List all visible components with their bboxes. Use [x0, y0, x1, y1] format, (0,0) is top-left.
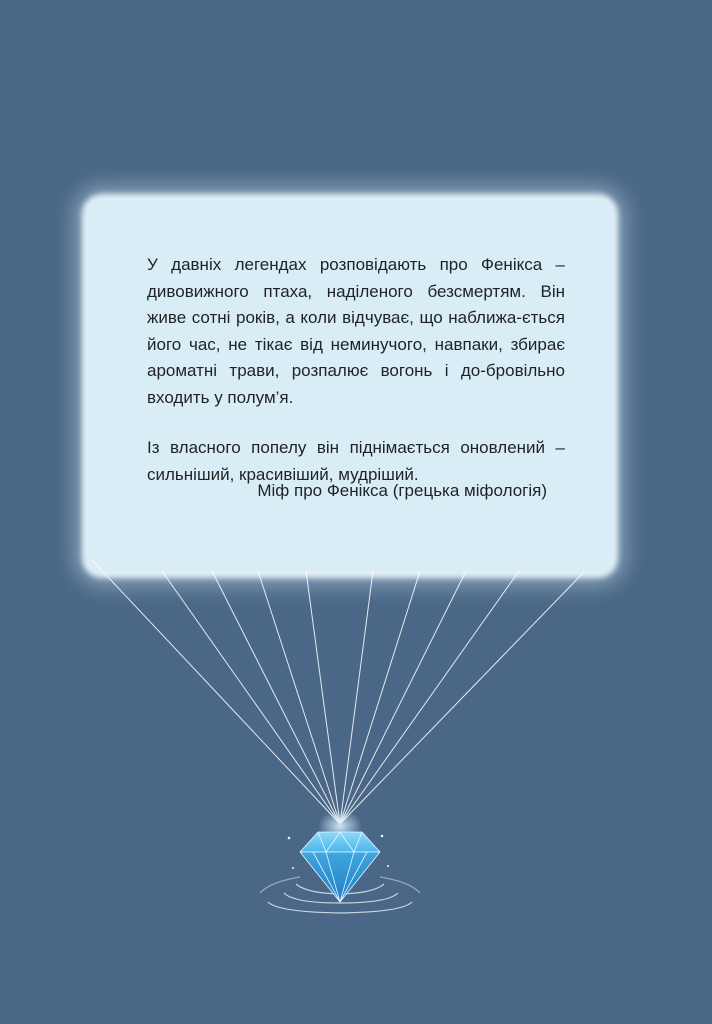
quote-attribution: Міф про Фенікса (грецька міфологія)	[257, 481, 547, 500]
quote-paragraph-1: У давніх легендах розповідають про Фенікса – дивовижного птаха, наділеного безсмертям. Він живе сотні років, а коли відчуває, що наближа-ється його час, не тікає від неминучого, навпаки, збирає ароматні трави, розпалює вогонь і до-бровільно входить у полум’я.	[147, 255, 565, 407]
quote-paragraph-2: Із власного попелу він піднімається оновлений – сильніший, красивіший, мудріший.	[147, 438, 565, 484]
